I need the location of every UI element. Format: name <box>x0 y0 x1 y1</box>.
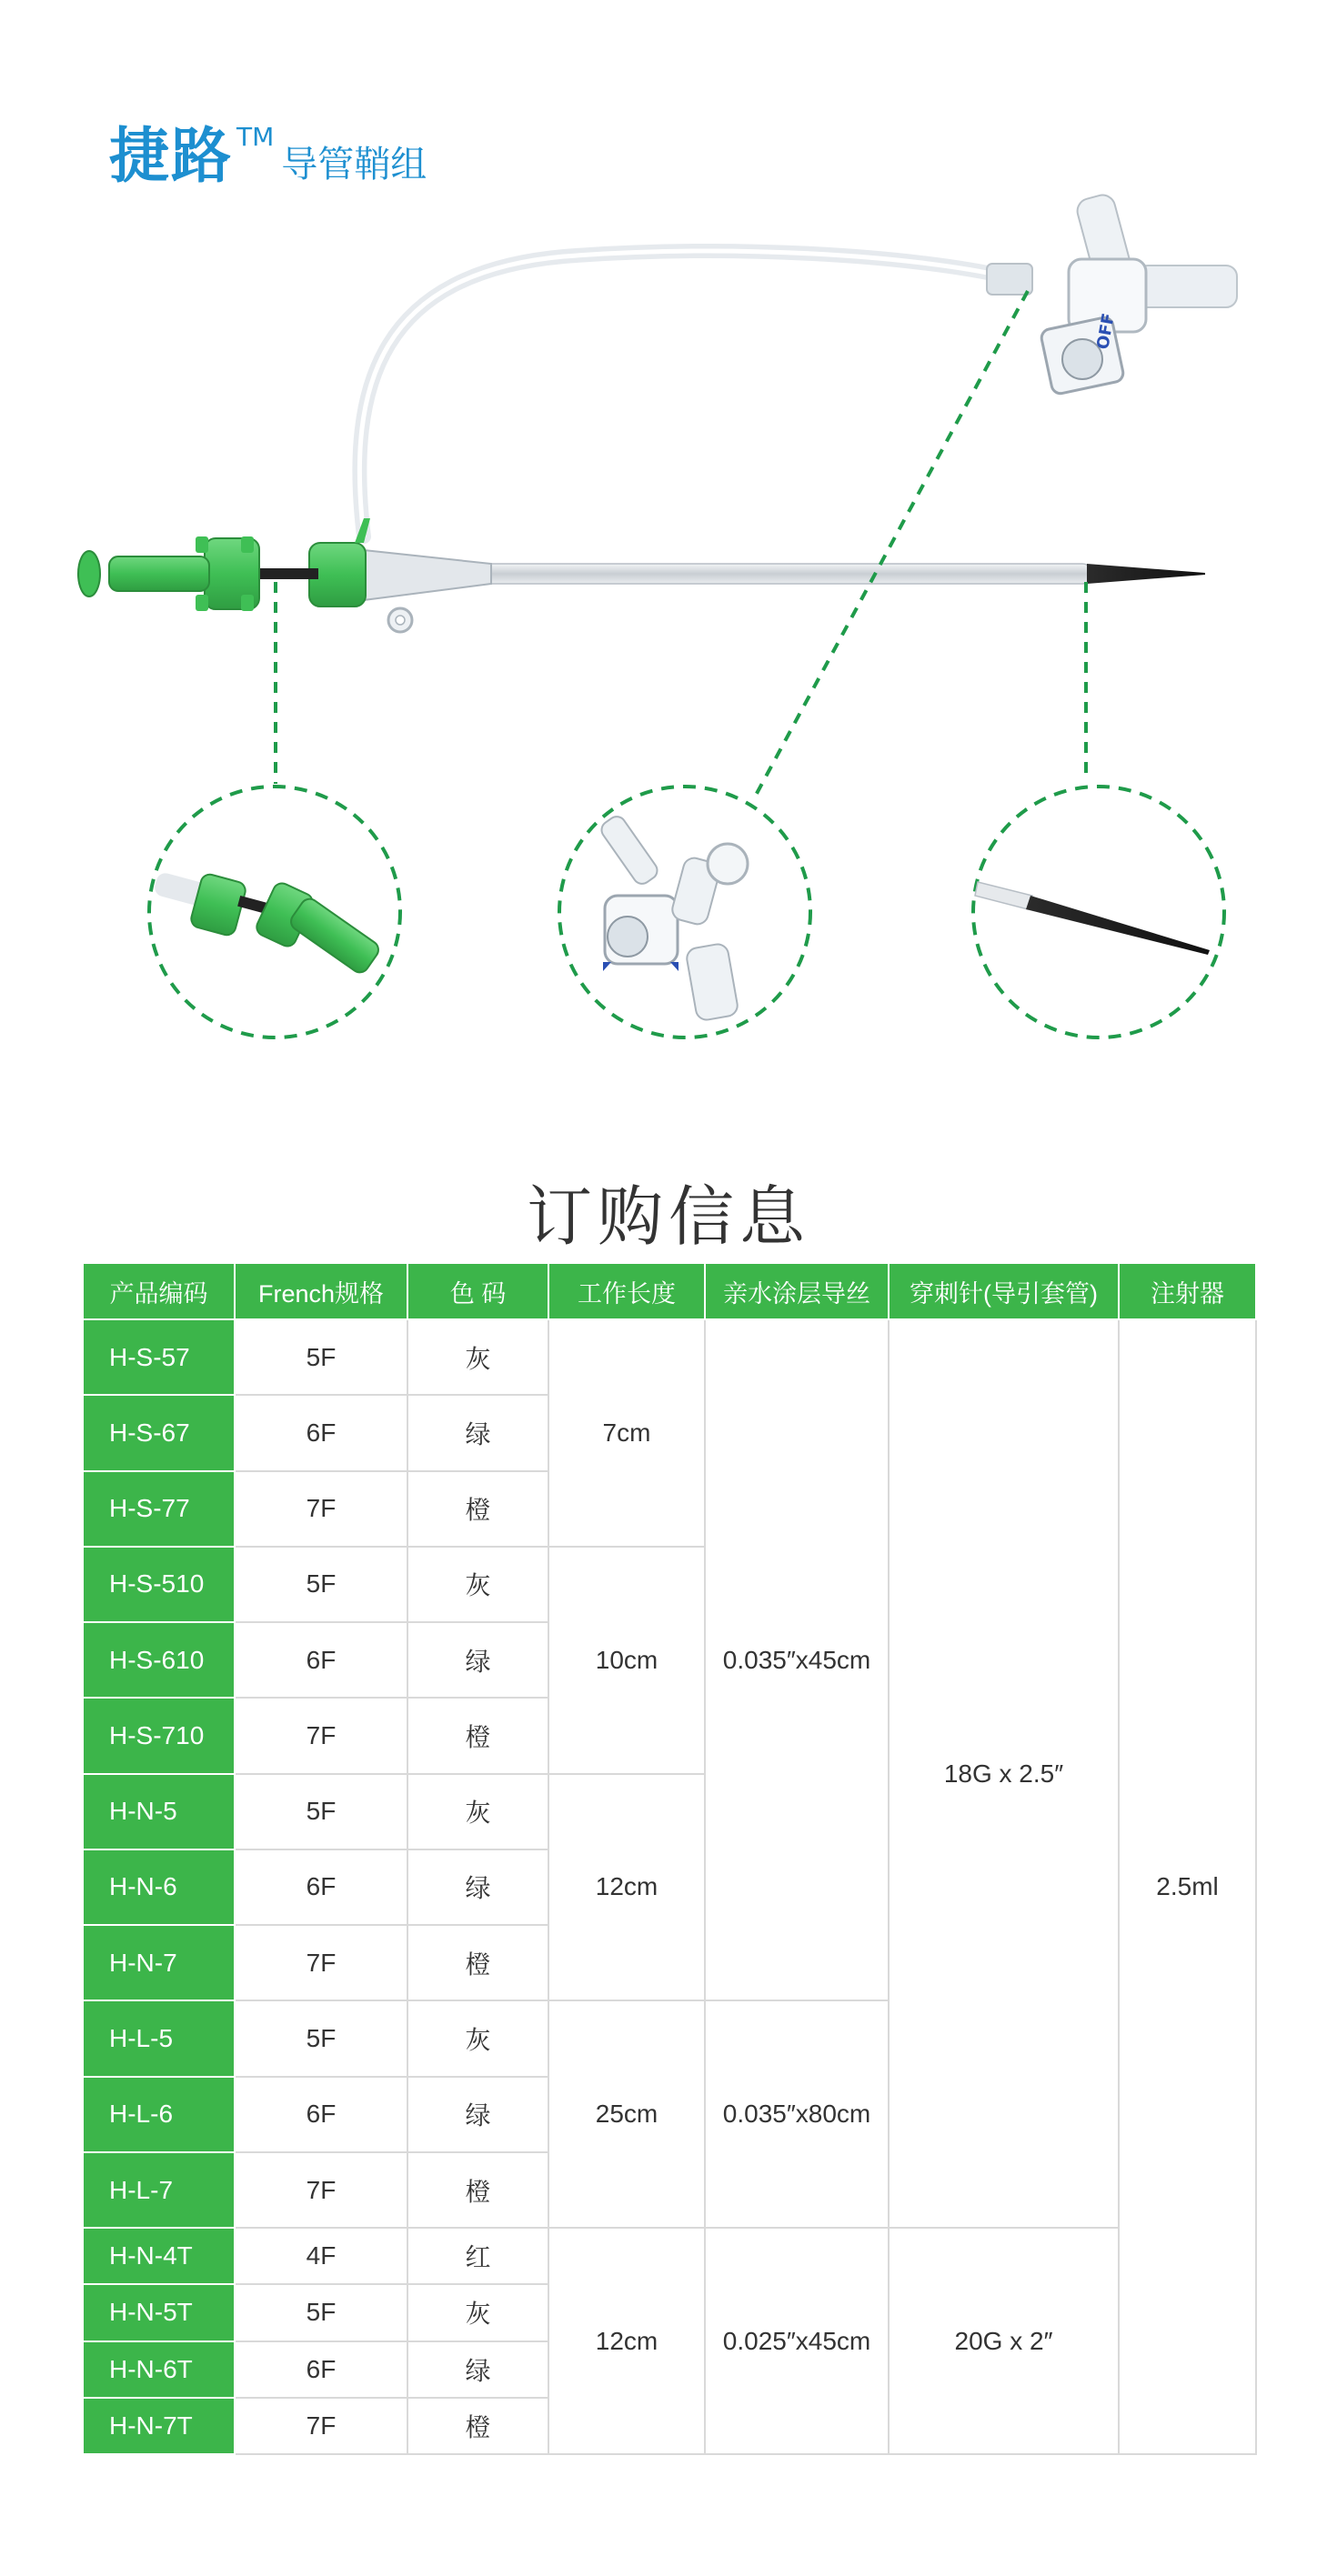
product-code: H-S-77 <box>83 1471 235 1547</box>
product-code: H-L-5 <box>83 2000 235 2076</box>
color-code: 橙 <box>407 1471 548 1547</box>
working-length: 12cm <box>548 1774 705 2001</box>
product-code: H-N-7 <box>83 1925 235 2000</box>
brand-name: 捷路 <box>109 121 233 191</box>
french-size: 7F <box>235 1471 407 1547</box>
french-size: 4F <box>235 2228 407 2284</box>
color-code: 橙 <box>407 1925 548 2000</box>
sheath-hub-cone <box>364 550 491 600</box>
color-code: 橙 <box>407 2398 548 2454</box>
working-length: 10cm <box>548 1547 705 1774</box>
table-row <box>83 1319 1256 1395</box>
product-code: H-N-4T <box>83 2228 235 2284</box>
color-code: 橙 <box>407 1698 548 1773</box>
french-size: 5F <box>235 2284 407 2340</box>
french-size: 6F <box>235 2341 407 2398</box>
order-info-title: 订购信息 <box>526 1178 810 1255</box>
product-code: H-S-510 <box>83 1547 235 1622</box>
color-code: 绿 <box>407 1849 548 1925</box>
product-code: H-L-7 <box>83 2152 235 2228</box>
table-header-row <box>83 1263 1256 1319</box>
product-code: H-S-57 <box>83 1319 235 1395</box>
valve-off-label: OFF <box>1093 311 1119 351</box>
working-length: 7cm <box>548 1319 705 1547</box>
product-code: H-N-6T <box>83 2341 235 2398</box>
working-length: 25cm <box>548 2000 705 2228</box>
col-header: 工作长度 <box>548 1263 705 1319</box>
french-size: 5F <box>235 2000 407 2076</box>
sheath-shaft <box>482 564 1091 584</box>
color-code: 红 <box>407 2228 548 2284</box>
product-code: H-S-710 <box>83 1698 235 1773</box>
col-header: 产品编码 <box>83 1263 235 1319</box>
color-code: 灰 <box>407 2284 548 2340</box>
french-size: 6F <box>235 1849 407 1925</box>
color-code: 绿 <box>407 2077 548 2152</box>
color-code: 灰 <box>407 2000 548 2076</box>
guidewire: 0.025″x45cm <box>705 2228 889 2454</box>
product-code: H-N-5 <box>83 1774 235 1849</box>
color-code: 灰 <box>407 1547 548 1622</box>
product-name: 导管鞘组 <box>281 144 427 185</box>
color-code: 橙 <box>407 2152 548 2228</box>
french-size: 6F <box>235 1622 407 1698</box>
syringe: 2.5ml <box>1119 1319 1256 2454</box>
detail-circle-valve <box>559 787 810 1037</box>
color-code: 绿 <box>407 1622 548 1698</box>
col-header: 注射器 <box>1119 1263 1256 1319</box>
col-header: 亲水涂层导丝 <box>705 1263 889 1319</box>
puncture-needle: 20G x 2″ <box>889 2228 1119 2454</box>
product-code: H-S-67 <box>83 1395 235 1470</box>
color-code: 灰 <box>407 1774 548 1849</box>
product-code: H-N-7T <box>83 2398 235 2454</box>
puncture-needle: 18G x 2.5″ <box>889 1319 1119 2228</box>
table-row <box>83 2228 1256 2284</box>
detail-circle-handle <box>149 787 400 1037</box>
product-code: H-N-6 <box>83 1849 235 1925</box>
working-length: 12cm <box>548 2228 705 2454</box>
col-header: 色 码 <box>407 1263 548 1319</box>
product-illustration <box>0 155 1337 1064</box>
french-size: 7F <box>235 2152 407 2228</box>
french-size: 5F <box>235 1319 407 1395</box>
guidewire: 0.035″x45cm <box>705 1319 889 2000</box>
product-code: H-S-610 <box>83 1622 235 1698</box>
french-size: 7F <box>235 1698 407 1773</box>
side-tube <box>359 251 1010 536</box>
order-table <box>82 1262 1257 2455</box>
french-size: 6F <box>235 2077 407 2152</box>
product-code: H-L-6 <box>83 2077 235 2152</box>
color-code: 绿 <box>407 2341 548 2398</box>
french-size: 7F <box>235 1925 407 2000</box>
color-code: 绿 <box>407 1395 548 1470</box>
product-code: H-N-5T <box>83 2284 235 2340</box>
guidewire: 0.035″x80cm <box>705 2000 889 2228</box>
french-size: 7F <box>235 2398 407 2454</box>
leader-line-middle <box>753 291 1028 800</box>
french-size: 5F <box>235 1774 407 1849</box>
trademark-mark: TM <box>236 122 275 152</box>
dilator-handle <box>109 556 209 591</box>
col-header: French规格 <box>235 1263 407 1319</box>
col-header: 穿刺针(导引套管) <box>889 1263 1119 1319</box>
color-code: 灰 <box>407 1319 548 1395</box>
side-tube-highlight <box>359 251 1010 536</box>
french-size: 5F <box>235 1547 407 1622</box>
detail-circle-tip <box>973 787 1224 1037</box>
dilator-tip <box>1087 564 1205 584</box>
french-size: 6F <box>235 1395 407 1470</box>
dilator-rod <box>255 568 318 579</box>
